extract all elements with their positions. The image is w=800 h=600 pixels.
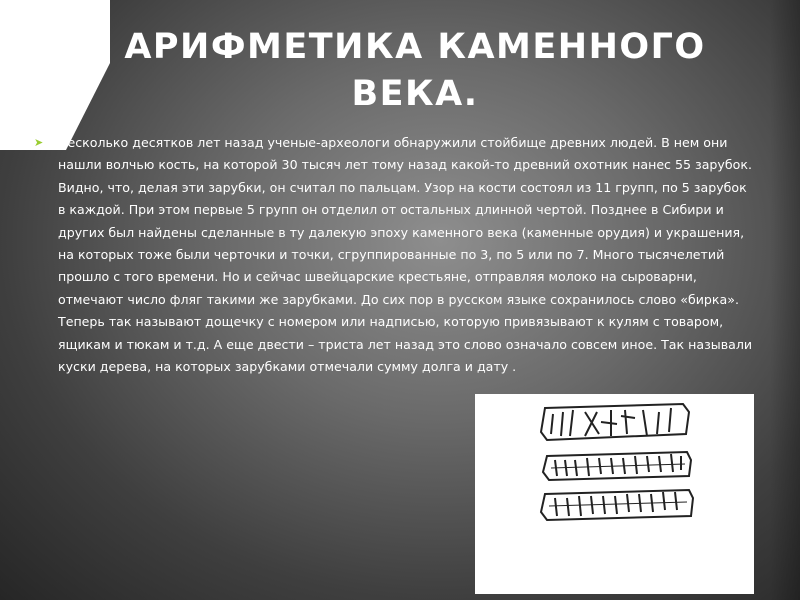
slide-edge-shadow — [770, 0, 800, 600]
slide-body-text: Несколько десятков лет назад ученые-археологи обнаружили стойбище древних людей. В нем они нашли волчью кость, на которой 30 тысяч лет тому назад какой-то древний охотник нанес 55 зарубок. Видно, что, делая эти зарубки, он считал по пальцам. Узор на кости состоял из 11 групп, по 5 зарубок в каждой. При этом первые 5 групп он отделил от остальных длинной чертой. Позднее в Сибири и других был найдены сделанные в ту далекую эпоху каменного века (каменные орудия) и украшения, на которых тоже были черточки и точки, сгруппированные по 3, по 5 или по 7. Много тысячелетий прошло с того времени. Но и сейчас швейцарские крестьяне, отправляя молоко на сыроварни, отмечают число фляг такими же зарубками. До сих пор в русском языке сохранилось слово «бирка». Теперь так называют дощечку с номером или надписью, которую привязывают к кулям с товаром, ящикам и тюкам и т.д. А еще двести – триста лет назад это слово означало совсем иное. Так называли куски дерева, на которых зарубками отмечали сумму долга и дату . — [58, 135, 753, 375]
tally-stick-1 — [541, 404, 689, 440]
bullet-arrow-icon: ➤ — [34, 136, 44, 149]
tally-sticks-illustration — [475, 394, 754, 594]
slide-title: АРИФМЕТИКА КАМЕННОГО ВЕКА. — [124, 27, 706, 114]
tally-sticks-image — [475, 394, 754, 594]
corner-decoration-band — [0, 0, 66, 150]
